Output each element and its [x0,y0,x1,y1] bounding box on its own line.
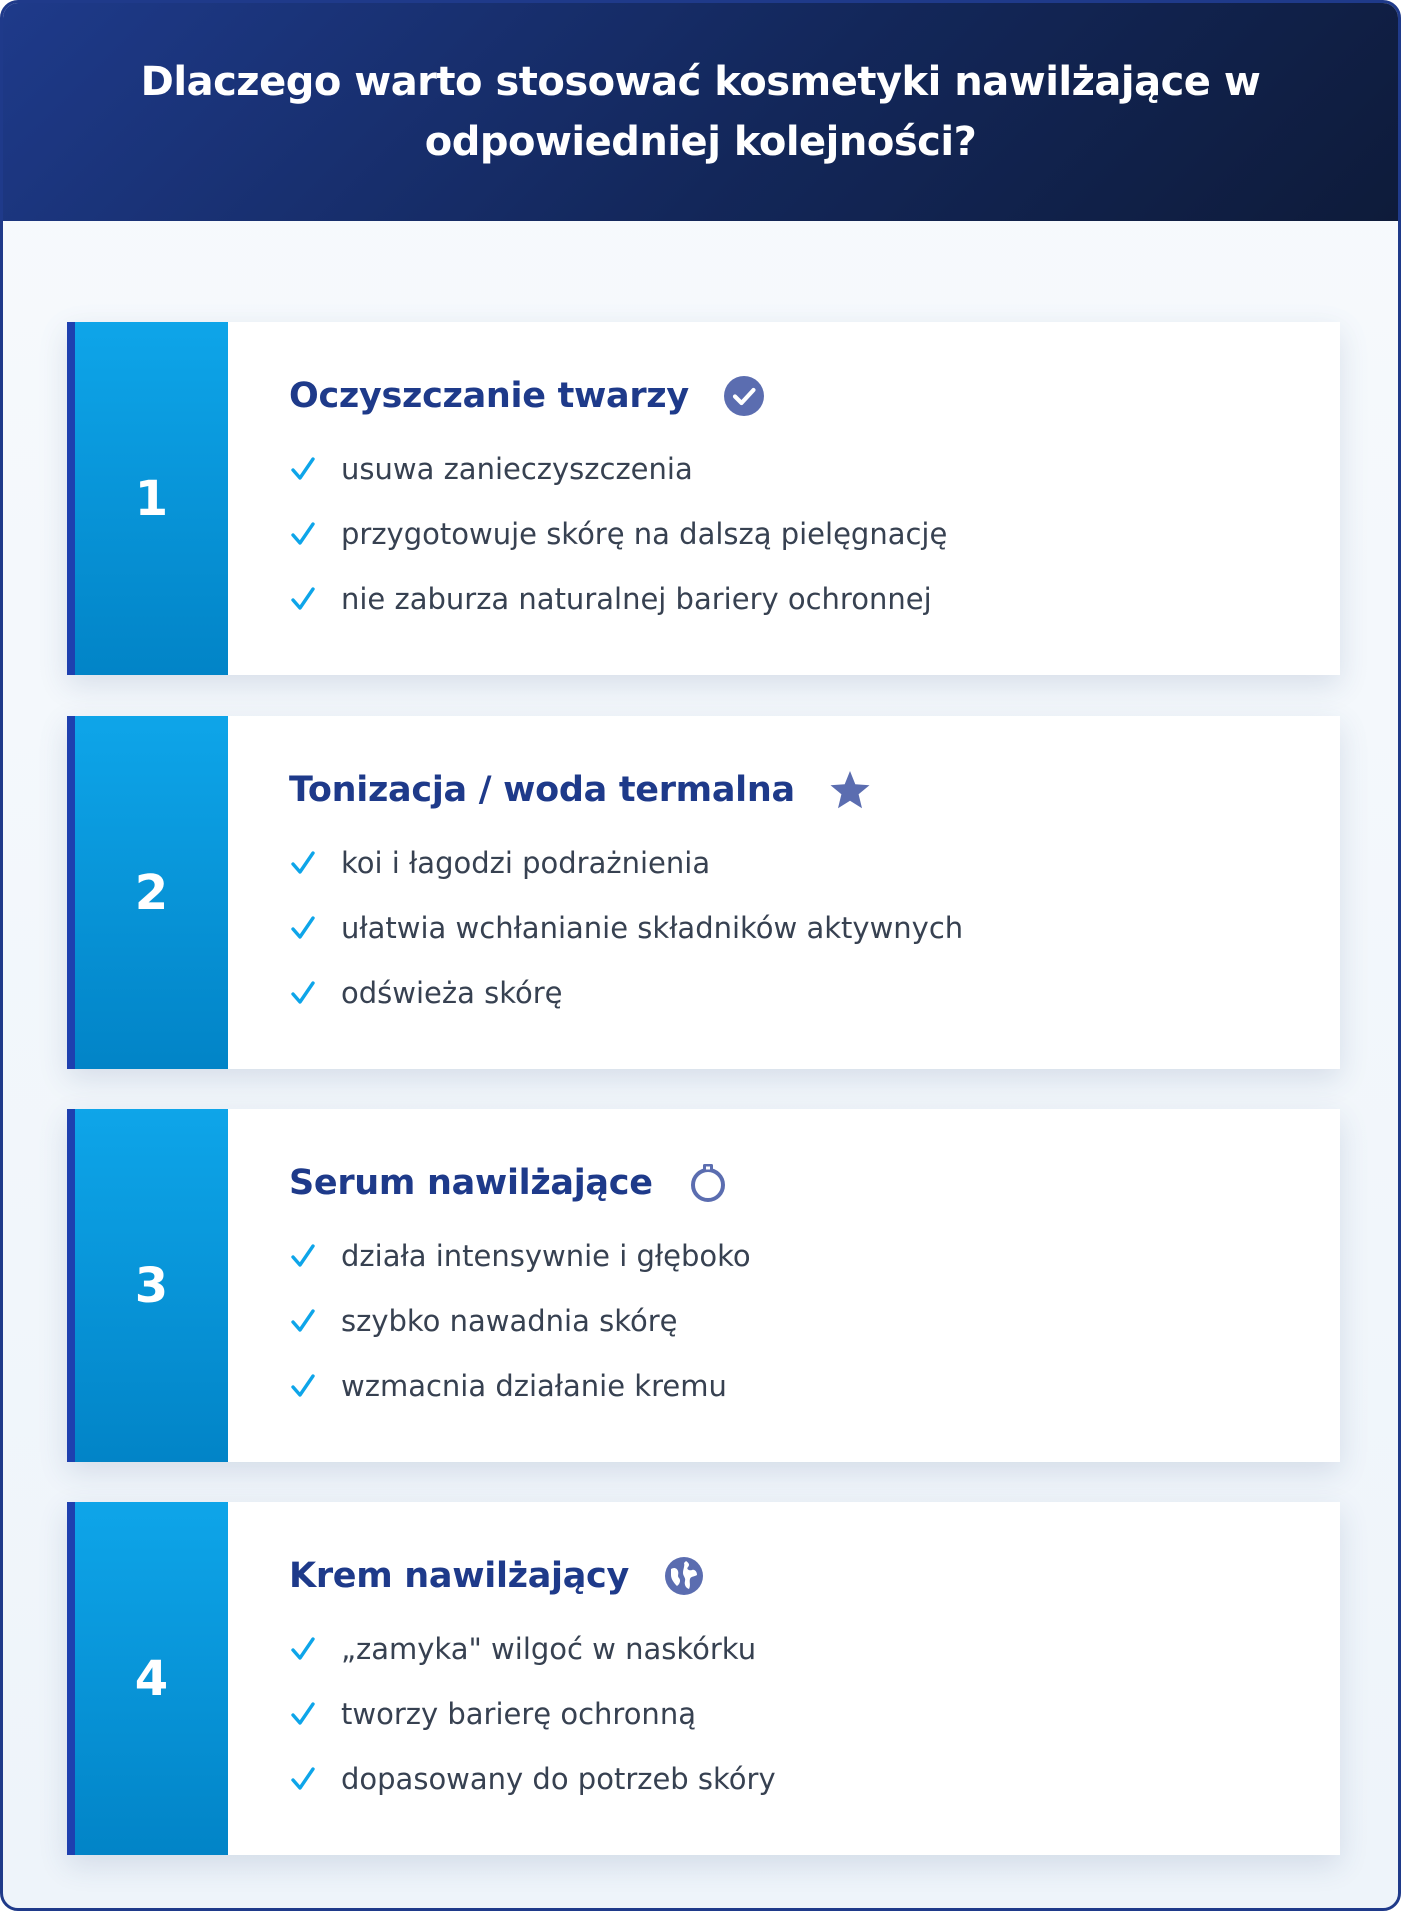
benefit-list [289,830,1300,1025]
list-item [289,1288,1300,1353]
list-item-text: szybko nawadnia skórę [341,1303,678,1338]
step-card-1 [67,322,1340,675]
list-item [289,1746,1300,1811]
step-title-row [289,760,1300,820]
list-item-text: nie zaburza naturalnej bariery ochronnej [341,581,932,616]
list-item [289,436,1300,501]
globe-icon [663,1555,705,1597]
list-item-text: tworzy barierę ochronną [341,1696,696,1731]
list-item [289,830,1300,895]
step-title-row [289,366,1300,426]
checkmark-icon [289,849,317,877]
benefit-list [289,436,1300,631]
step-number-panel [67,1109,228,1462]
list-item-text: działa intensywnie i głęboko [341,1238,751,1273]
checkmark-icon [289,1307,317,1335]
step-body [289,1546,1300,1811]
list-item-text: koi i łagodzi podrażnienia [341,845,711,880]
list-item-text: odświeża skórę [341,975,563,1010]
step-title: Oczyszczanie twarzy [289,376,689,416]
list-item-text: dopasowany do potrzeb skóry [341,1761,776,1796]
list-item [289,895,1300,960]
checkmark-icon [289,1765,317,1793]
step-card-2 [67,716,1340,1069]
step-number: 3 [134,1257,169,1314]
checkmark-icon [289,979,317,1007]
step-number-panel [67,1502,228,1855]
step-number: 2 [134,864,169,921]
check-circle-icon [723,375,765,417]
step-title-row [289,1153,1300,1213]
list-item [289,1353,1300,1418]
checkmark-icon [289,1372,317,1400]
list-item [289,1616,1300,1681]
list-item [289,501,1300,566]
step-title: Serum nawilżające [289,1163,653,1203]
page-title: Dlaczego warto stosować kosmetyki nawilżające w odpowiedniej kolejności? [140,59,1261,165]
list-item-text: usuwa zanieczyszczenia [341,451,693,486]
checkmark-icon [289,914,317,942]
list-item [289,566,1300,631]
step-number-panel [67,716,228,1069]
step-title: Tonizacja / woda termalna [289,770,795,810]
step-body [289,760,1300,1025]
checkmark-icon [289,520,317,548]
list-item-text: wzmacnia działanie kremu [341,1368,727,1403]
list-item [289,960,1300,1025]
step-title: Krem nawilżający [289,1556,630,1596]
stopwatch-icon [687,1162,729,1204]
step-body [289,1153,1300,1418]
benefit-list [289,1616,1300,1811]
checkmark-icon [289,455,317,483]
list-item [289,1223,1300,1288]
list-item-text: „zamyka" wilgoć w naskórku [341,1631,757,1666]
benefit-list [289,1223,1300,1418]
step-card-3 [67,1109,1340,1462]
header-banner [3,3,1398,221]
step-body [289,366,1300,631]
step-number-panel [67,322,228,675]
step-card-4 [67,1502,1340,1855]
checkmark-icon [289,1242,317,1270]
checkmark-icon [289,1700,317,1728]
list-item-text: ułatwia wchłanianie składników aktywnych [341,910,964,945]
list-item-text: przygotowuje skórę na dalszą pielęgnację [341,516,948,551]
checkmark-icon [289,585,317,613]
star-icon [829,769,871,811]
step-number: 4 [134,1650,169,1707]
step-title-row [289,1546,1300,1606]
step-number: 1 [134,470,169,527]
list-item [289,1681,1300,1746]
checkmark-icon [289,1635,317,1663]
